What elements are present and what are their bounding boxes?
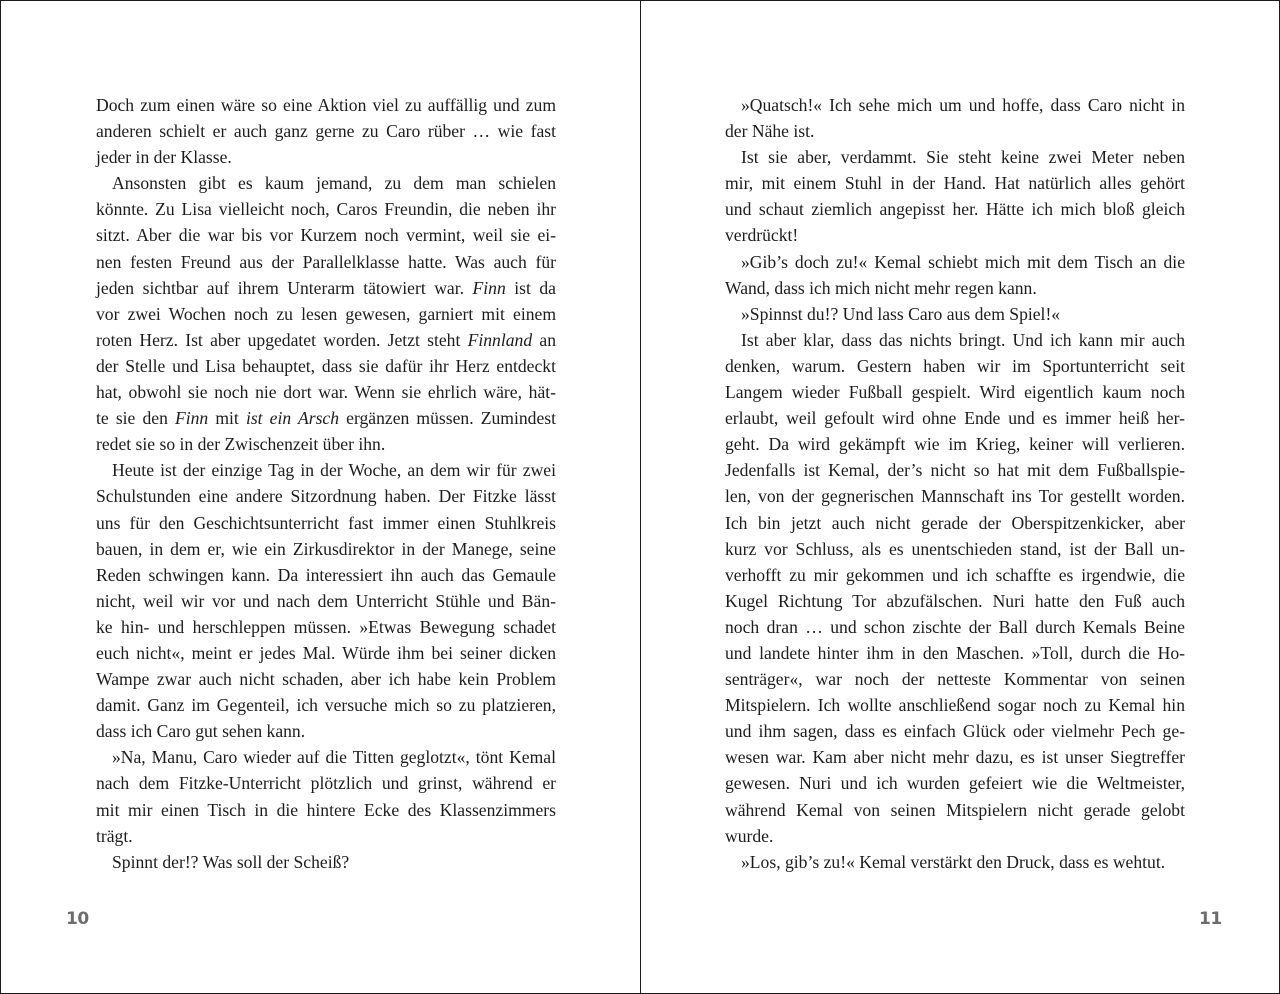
line-segment: Jedenfalls ist Kemal, der’s nicht so hat mit dem Fußballspie- xyxy=(725,460,1185,481)
line-segment: während Kemal von seinen Mitspielern nicht gerade gelobt xyxy=(725,799,1185,820)
italic-phrase: Finn xyxy=(175,408,209,429)
text-line xyxy=(96,327,556,353)
line-segment: mit xyxy=(208,408,246,429)
line-segment: sitzt. Aber die war bis vor Kurzem noch vermint, weil sie ei- xyxy=(96,225,556,246)
line-segment: nen festen Freund aus der Parallelklasse hatte. Was auch für xyxy=(96,251,556,272)
line-segment: kurz vor Schluss, als es unentschieden stand, ist der Ball un- xyxy=(725,538,1185,559)
right-page xyxy=(640,0,1280,994)
line-segment: wesen war. Kam aber nicht mehr dazu, es ist unser Siegtreffer xyxy=(725,747,1185,768)
line-segment: nicht, weil wir vor und nach dem Unterricht Stühle und Bän- xyxy=(96,590,556,611)
line-segment: Kugel Richtung Tor abzufälschen. Nuri hatte den Fuß auch xyxy=(725,590,1185,611)
line-segment: mir, mit einem Stuhl in der Hand. Hat natürlich alles gehört xyxy=(725,173,1185,194)
text-line xyxy=(96,457,556,483)
italic-phrase: Finnland xyxy=(467,329,533,350)
text-line xyxy=(96,118,556,144)
text-line xyxy=(96,718,556,744)
text-line xyxy=(96,196,556,222)
line-segment: »Los, gib’s zu!« Kemal verstärkt den Druck, dass es wehtut. xyxy=(741,851,1166,872)
text-line xyxy=(725,797,1185,823)
text-line xyxy=(96,275,556,301)
text-line xyxy=(96,744,556,770)
right-page-body xyxy=(725,92,1185,875)
text-line xyxy=(725,510,1185,536)
text-line xyxy=(96,588,556,614)
line-segment: der Nähe ist. xyxy=(725,121,815,142)
line-segment: Doch zum einen wäre so eine Aktion viel zu auffällig und zum xyxy=(96,95,556,115)
text-line xyxy=(96,170,556,196)
text-line xyxy=(725,301,1185,327)
text-line xyxy=(725,849,1185,875)
text-line xyxy=(96,510,556,536)
text-line xyxy=(96,144,556,170)
line-segment: verdrückt! xyxy=(725,225,799,246)
text-line xyxy=(96,770,556,796)
text-line xyxy=(725,405,1185,431)
text-line xyxy=(725,327,1185,353)
line-segment: Ist sie aber, verdammt. Sie steht keine zwei Meter neben xyxy=(741,147,1185,168)
line-segment: geht. Da wird gekämpft wie im Krieg, keiner will verlieren. xyxy=(725,434,1185,455)
line-segment: Langem wieder Fußball gespielt. Wird eigentlich kaum noch xyxy=(725,382,1185,403)
italic-phrase: Finn xyxy=(472,277,506,298)
line-segment: bauen, in dem er, wie ein Zirkusdirektor in der Manege, seine xyxy=(96,538,556,559)
text-line xyxy=(96,536,556,562)
text-line xyxy=(96,379,556,405)
line-segment: nach dem Fitzke-Unterricht plötzlich und grinst, während er xyxy=(96,773,556,794)
line-segment: Wand, dass ich mich nicht mehr regen kann. xyxy=(725,277,1037,298)
text-line xyxy=(725,614,1185,640)
line-segment: könnte. Zu Lisa vielleicht noch, Caros Freundin, die neben ihr xyxy=(96,199,556,220)
line-segment: »Spinnst du!? Und lass Caro aus dem Spiel!« xyxy=(741,303,1061,324)
line-segment: gewesen. Nuri und ich wurden gefeiert wie die Weltmeister, xyxy=(725,773,1185,794)
line-segment: anderen schielt er auch ganz gerne zu Caro rüber … wie fast xyxy=(96,121,556,142)
text-line xyxy=(96,301,556,327)
page-number-left: 10 xyxy=(66,909,89,929)
line-segment: len, von der gegnerischen Mannschaft ins Tor gestellt worden. xyxy=(725,486,1185,507)
text-line xyxy=(96,640,556,666)
text-line xyxy=(96,92,556,118)
text-line xyxy=(96,431,556,457)
line-segment: Schulstunden eine andere Sitzordnung haben. Der Fitzke lässt xyxy=(96,486,556,507)
text-line xyxy=(725,588,1185,614)
line-segment: Ich bin jetzt auch nicht gerade der Oberspitzenkicker, aber xyxy=(725,512,1185,533)
line-segment: »Na, Manu, Caro wieder auf die Titten geglotzt«, tönt Kemal xyxy=(112,747,556,768)
text-line xyxy=(96,614,556,640)
line-segment: und landete hinter ihm in den Maschen. »Toll, durch die Ho- xyxy=(725,642,1185,663)
page-number-right: 11 xyxy=(1199,909,1222,929)
line-segment: hat, obwohl sie noch nie dort war. Wenn sie ehrlich wäre, hät- xyxy=(96,382,556,403)
line-segment: Ist aber klar, dass das nichts bringt. Und ich kann mir auch xyxy=(741,329,1185,350)
text-line xyxy=(725,823,1185,849)
text-line xyxy=(725,222,1185,248)
line-segment: verhofft zu mir gekommen und ich schaffte es irgendwie, die xyxy=(725,564,1185,585)
line-segment: jeder in der Klasse. xyxy=(96,147,232,168)
text-line xyxy=(96,692,556,718)
text-line xyxy=(725,770,1185,796)
line-segment: trägt. xyxy=(96,825,133,846)
line-segment: an xyxy=(532,329,556,350)
line-segment: roten Herz. Ist aber upgedatet worden. Jetzt steht xyxy=(96,329,468,350)
text-line xyxy=(96,849,556,875)
text-line xyxy=(725,536,1185,562)
text-line xyxy=(96,249,556,275)
text-line xyxy=(725,431,1185,457)
text-line xyxy=(725,170,1185,196)
line-segment: jeden sichtbar auf ihrem Unterarm tätowiert war. xyxy=(96,277,473,298)
line-segment: mit mir einen Tisch in die hintere Ecke des Klassenzimmers xyxy=(96,799,556,820)
text-line xyxy=(725,718,1185,744)
text-line xyxy=(725,196,1185,222)
text-line xyxy=(725,744,1185,770)
left-page-body xyxy=(96,92,556,875)
line-segment: ke hin- und herschleppen müssen. »Etwas Bewegung schadet xyxy=(96,616,556,637)
line-segment: damit. Ganz im Gegenteil, ich versuche mich so zu platzieren, xyxy=(96,695,556,716)
line-segment: dass ich Caro gut sehen kann. xyxy=(96,721,306,742)
line-segment: uns für den Geschichtsunterricht fast immer einen Stuhlkreis xyxy=(96,512,556,533)
line-segment: senträger«, war noch der netteste Kommentar von seinen xyxy=(725,669,1185,690)
line-segment: der Stelle und Lisa behauptet, dass sie dafür ihr Herz entdeckt xyxy=(96,355,556,376)
line-segment: te sie den xyxy=(96,408,175,429)
text-line xyxy=(725,144,1185,170)
line-segment: ergänzen müssen. Zumindest xyxy=(339,408,556,429)
text-line xyxy=(96,353,556,379)
text-line xyxy=(725,666,1185,692)
text-line xyxy=(725,483,1185,509)
line-segment: Reden schwingen kann. Da interessiert ihn auch das Gemaule xyxy=(96,564,556,585)
line-segment: »Quatsch!« Ich sehe mich um und hoffe, dass Caro nicht in xyxy=(741,95,1185,115)
line-segment: Spinnt der!? Was soll der Scheiß? xyxy=(112,851,350,872)
text-line xyxy=(725,275,1185,301)
text-line xyxy=(96,823,556,849)
line-segment: redet sie so in der Zwischenzeit über ihn. xyxy=(96,434,386,455)
text-line xyxy=(96,405,556,431)
text-line xyxy=(725,562,1185,588)
text-line xyxy=(725,457,1185,483)
line-segment: euch nicht«, meint er jedes Mal. Würde ihm bei seiner dicken xyxy=(96,642,556,663)
line-segment: und schaut ziemlich angepisst her. Hätte ich mich bloß gleich xyxy=(725,199,1185,220)
text-line xyxy=(725,353,1185,379)
line-segment: vor zwei Wochen noch zu lesen gewesen, garniert mit einem xyxy=(96,303,556,324)
line-segment: und ihm sagen, dass es einfach Glück oder vielmehr Pech ge- xyxy=(725,721,1185,742)
text-line xyxy=(96,562,556,588)
line-segment: »Gib’s doch zu!« Kemal schiebt mich mit dem Tisch an die xyxy=(741,251,1185,272)
line-segment: Ansonsten gibt es kaum jemand, zu dem man schielen xyxy=(112,173,556,194)
line-segment: Heute ist der einzige Tag in der Woche, an dem wir für zwei xyxy=(112,460,556,481)
text-line xyxy=(725,640,1185,666)
italic-phrase: ist ein Arsch xyxy=(245,408,340,429)
text-line xyxy=(725,92,1185,118)
text-line xyxy=(96,483,556,509)
line-segment: ist da xyxy=(505,277,556,298)
text-line xyxy=(725,379,1185,405)
text-line xyxy=(725,249,1185,275)
line-segment: erlaubt, weil gefoult wird ohne Ende und es immer heiß her- xyxy=(725,408,1185,429)
line-segment: wurde. xyxy=(725,825,774,846)
line-segment: Wampe zwar auch nicht schaden, aber ich habe kein Problem xyxy=(96,669,556,690)
line-segment: denken, warum. Gestern haben wir im Sportunterricht seit xyxy=(725,355,1185,376)
line-segment: Mitspielern. Ich wollte anschließend sogar noch zu Kemal hin xyxy=(725,695,1185,716)
line-segment: noch dran … und schon zischte der Ball durch Kemals Beine xyxy=(725,616,1185,637)
text-line xyxy=(96,797,556,823)
text-line xyxy=(725,118,1185,144)
text-line xyxy=(96,666,556,692)
text-line xyxy=(96,222,556,248)
text-line xyxy=(725,692,1185,718)
